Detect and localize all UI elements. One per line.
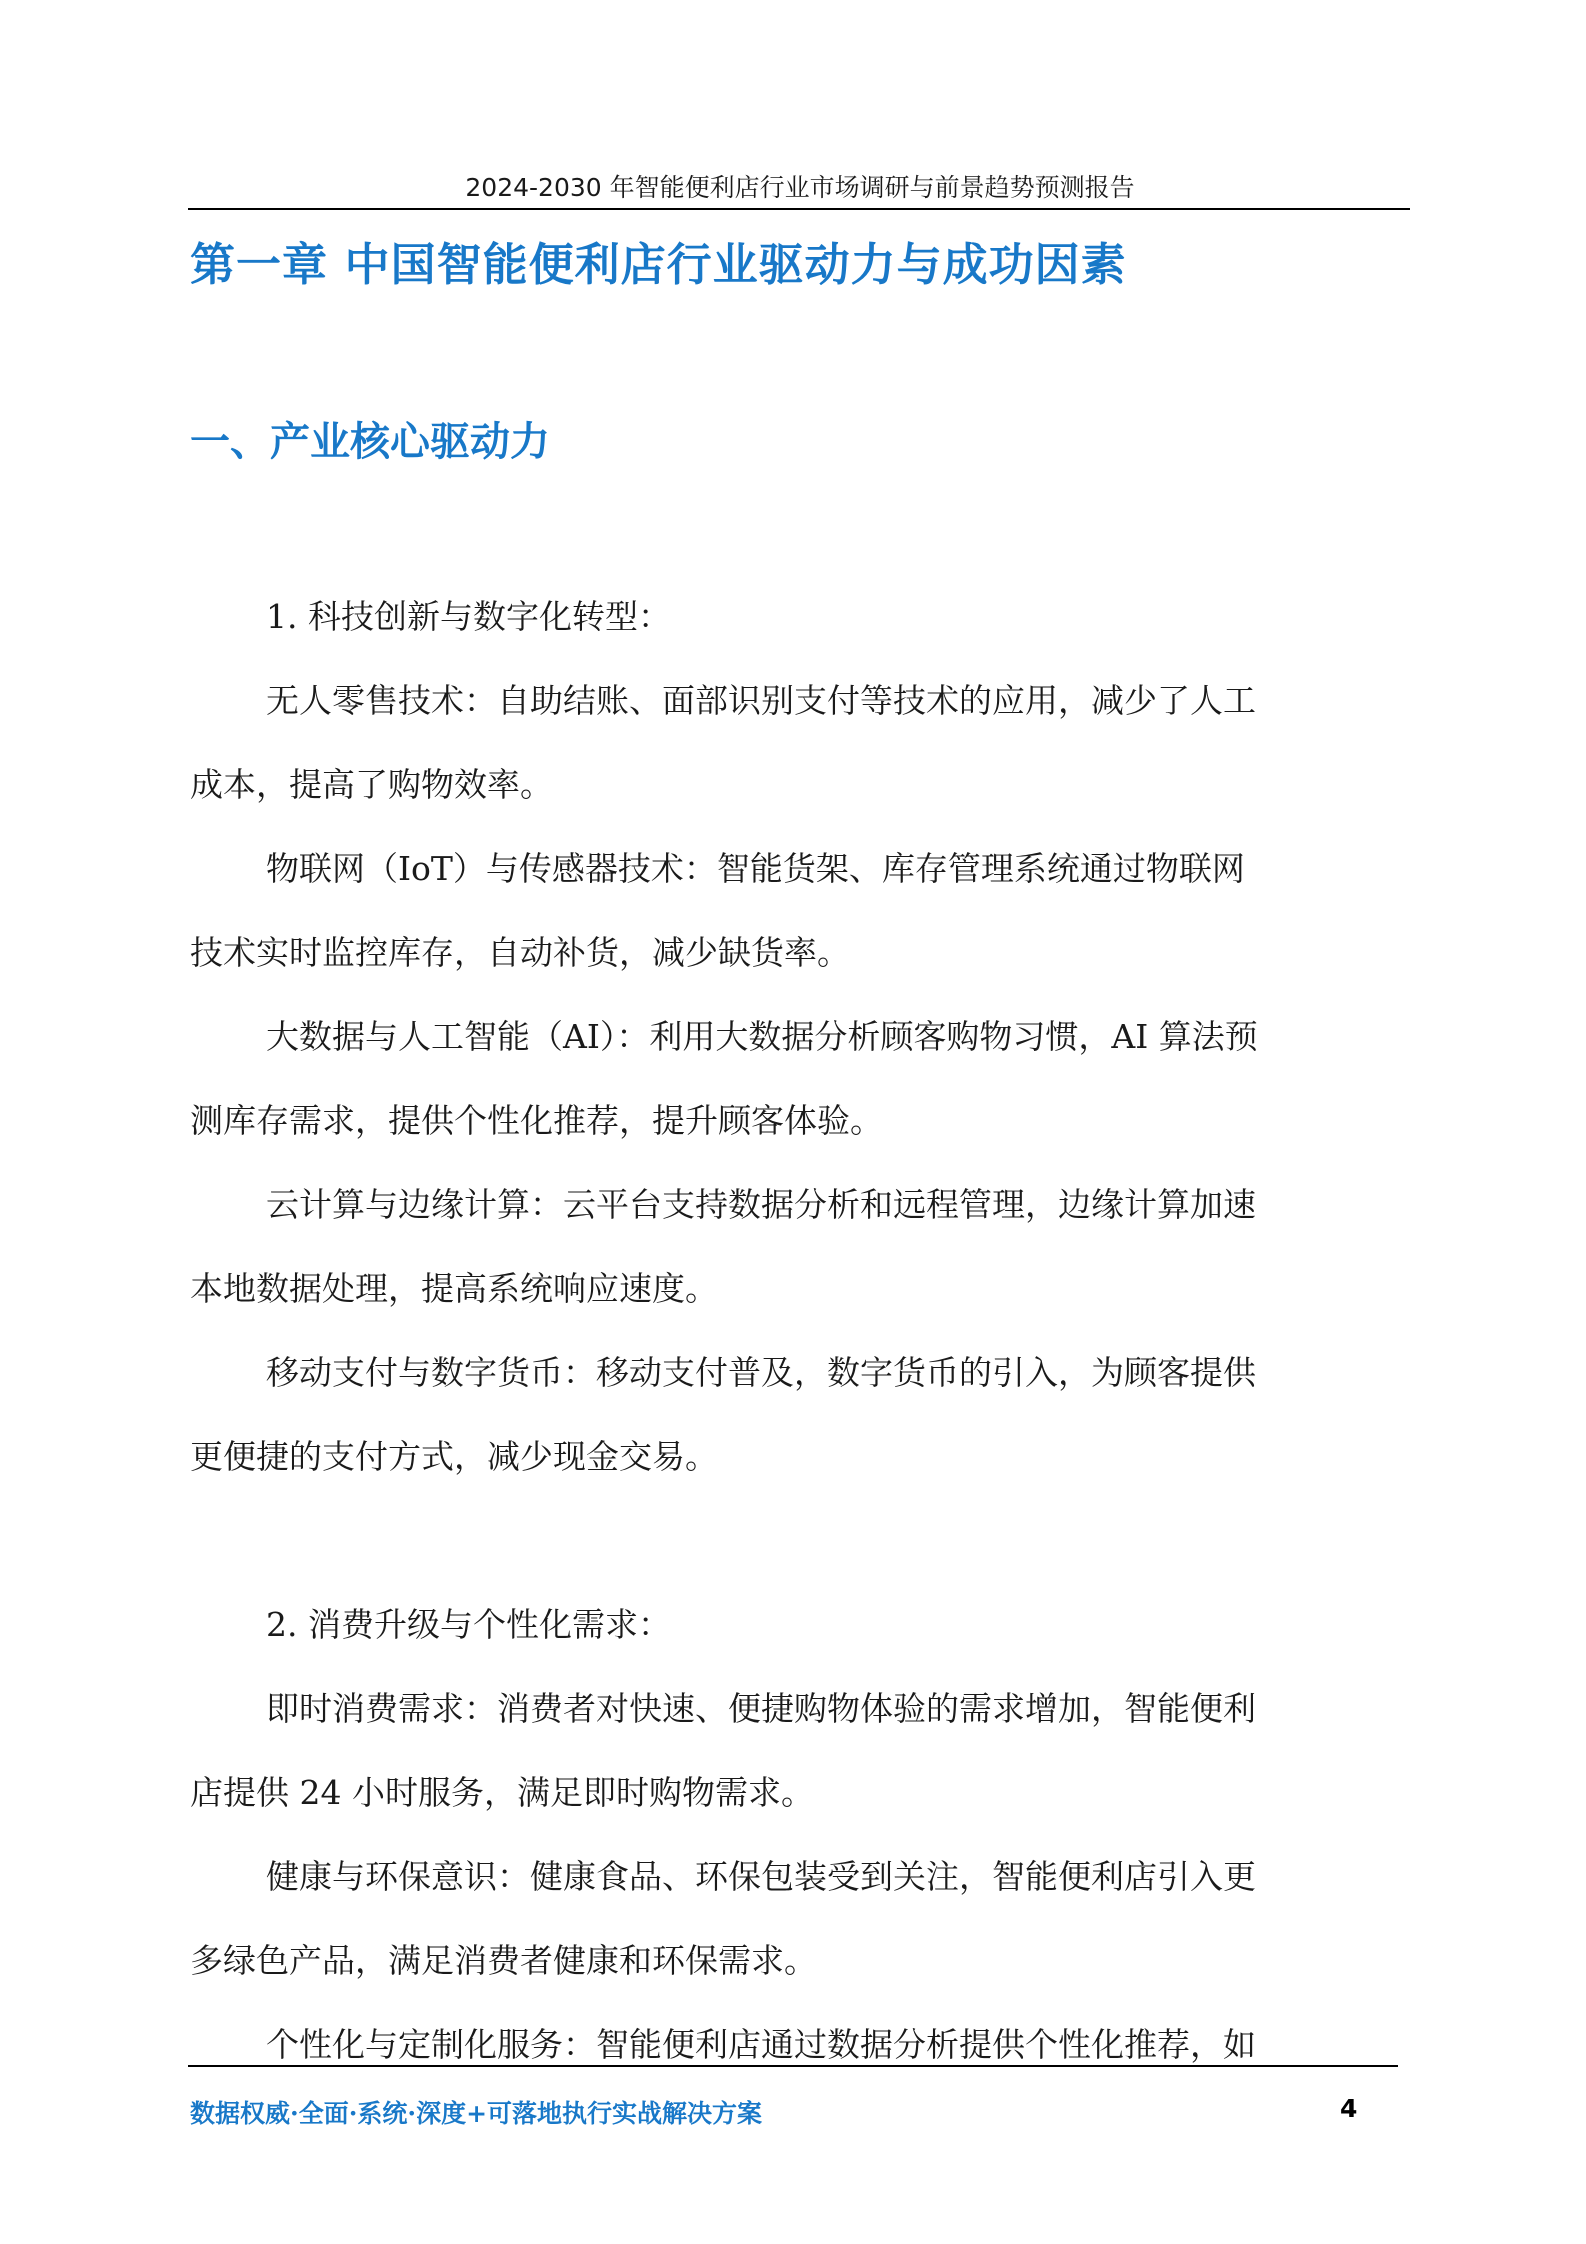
page-header-title: 2024-2030 年智能便利店行业市场调研与前景趋势预测报告: [465, 173, 1135, 202]
paragraph-line: 个性化与定制化服务：智能便利店通过数据分析提供个性化推荐，如: [266, 2025, 1256, 2064]
paragraph-line: 技术实时监控库存，自动补货，减少缺货率。: [190, 933, 850, 972]
paragraph-line: 多绿色产品，满足消费者健康和环保需求。: [190, 1941, 817, 1980]
paragraph-line: 移动支付与数字货币：移动支付普及，数字货币的引入，为顾客提供: [266, 1353, 1256, 1392]
section-title: 一、产业核心驱动力: [190, 419, 550, 465]
paragraph-line: 物联网（IoT）与传感器技术：智能货架、库存管理系统通过物联网: [266, 849, 1245, 888]
header-divider: [188, 208, 1410, 210]
paragraph-line: 测库存需求，提供个性化推荐，提升顾客体验。: [190, 1101, 883, 1140]
paragraph-line: 成本，提高了购物效率。: [190, 765, 553, 804]
paragraph-line: 大数据与人工智能（AI）：利用大数据分析顾客购物习惯，AI 算法预: [266, 1017, 1258, 1056]
paragraph-gap: [190, 1499, 1405, 1583]
paragraph-line: 店提供 24 小时服务，满足即时购物需求。: [190, 1773, 814, 1812]
paragraph-line: 云计算与边缘计算：云平台支持数据分析和远程管理，边缘计算加速: [266, 1185, 1256, 1224]
paragraph-line: 本地数据处理，提高系统响应速度。: [190, 1269, 718, 1308]
footer-slogan: 数据权威·全面·系统·深度+可落地执行实战解决方案: [190, 2099, 763, 2128]
footer-divider: [188, 2065, 1398, 2067]
chapter-title: 第一章 中国智能便利店行业驱动力与成功因素: [190, 238, 1127, 291]
paragraph-line: 健康与环保意识：健康食品、环保包装受到关注，智能便利店引入更: [266, 1857, 1256, 1896]
section-body: [190, 575, 1405, 2087]
subsection-heading-1: 1. 科技创新与数字化转型：: [266, 597, 671, 636]
subsection-heading-2: 2. 消费升级与个性化需求：: [266, 1605, 671, 1644]
paragraph-line: 无人零售技术：自助结账、面部识别支付等技术的应用，减少了人工: [266, 681, 1256, 720]
page-number: 4: [1340, 2094, 1358, 2123]
paragraph-line: 更便捷的支付方式，减少现金交易。: [190, 1437, 718, 1476]
paragraph-line: 即时消费需求：消费者对快速、便捷购物体验的需求增加，智能便利: [266, 1689, 1256, 1728]
